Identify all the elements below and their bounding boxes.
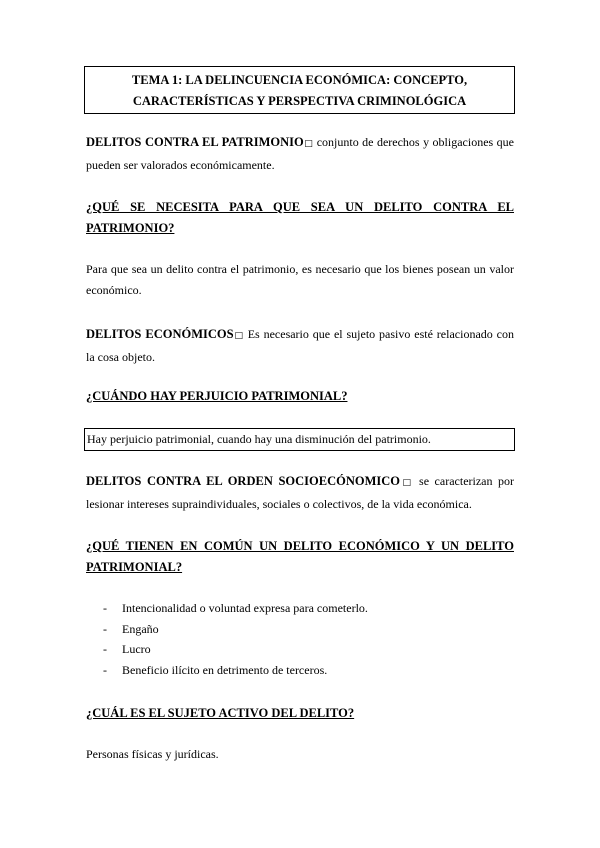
socioeconomico-definition bbox=[86, 471, 514, 515]
list-item: - Lucro bbox=[103, 639, 368, 660]
answer-q2: Hay perjuicio patrimonial, cuando hay una disminución del patrimonio. bbox=[87, 432, 431, 446]
title-line-1: TEMA 1: LA DELINCUENCIA ECONÓMICA: CONCEPTO, bbox=[131, 73, 468, 87]
answer-q4: Personas físicas y jurídicas. bbox=[86, 747, 219, 761]
bullet-dash: - bbox=[103, 662, 107, 677]
bullet-dash: - bbox=[103, 621, 107, 636]
economicos-term: DELITOS ECONÓMICOS bbox=[86, 327, 234, 341]
heading-q3: ¿QUÉ TIENEN EN COMÚN UN DELITO ECONÓMICO Y UN DELITO PATRIMONIAL? bbox=[86, 539, 514, 574]
list-item: - Engaño bbox=[103, 619, 368, 640]
title-line-2: CARACTERÍSTICAS Y PERSPECTIVA CRIMINOLÓGICA bbox=[132, 94, 467, 108]
missing-glyph-icon: □ bbox=[400, 478, 414, 488]
patrimonio-definition bbox=[86, 132, 514, 176]
heading-q4: ¿CUÁL ES EL SUJETO ACTIVO DEL DELITO? bbox=[86, 706, 355, 720]
economicos-text: Es necesario que el sujeto pasivo esté relacionado con la cosa objeto. bbox=[86, 327, 514, 364]
common-features-list bbox=[103, 598, 368, 680]
bullet-dash: - bbox=[103, 601, 107, 615]
heading-q1: ¿QUÉ SE NECESITA PARA QUE SEA UN DELITO CONTRA EL PATRIMONIO? bbox=[86, 200, 514, 235]
socioeconomico-term: DELITOS CONTRA EL ORDEN SOCIOECÓNOMICO bbox=[86, 474, 401, 488]
economicos-definition bbox=[86, 324, 514, 368]
missing-glyph-icon: □ bbox=[303, 139, 314, 149]
title-box bbox=[84, 66, 515, 114]
patrimonio-text: conjunto de derechos y obligaciones que pueden ser valorados económicamente. bbox=[86, 135, 514, 172]
bullet-dash: - bbox=[103, 642, 107, 656]
patrimonio-term: DELITOS CONTRA EL PATRIMONIO bbox=[86, 135, 304, 149]
socioeconomico-text: se caracterizan por lesionar intereses supraindividuales, sociales o colectivos, de la vida económica. bbox=[86, 474, 514, 511]
heading-q2: ¿CUÁNDO HAY PERJUICIO PATRIMONIAL? bbox=[86, 389, 348, 403]
list-item: - Intencionalidad o voluntad expresa para cometerlo. bbox=[103, 598, 368, 619]
list-item: - Beneficio ilícito en detrimento de terceros. bbox=[103, 660, 368, 681]
answer-q1: Para que sea un delito contra el patrimonio, es necesario que los bienes posean un valor económico. bbox=[86, 262, 514, 297]
answer-q2-box bbox=[84, 428, 515, 451]
missing-glyph-icon: □ bbox=[233, 331, 244, 341]
